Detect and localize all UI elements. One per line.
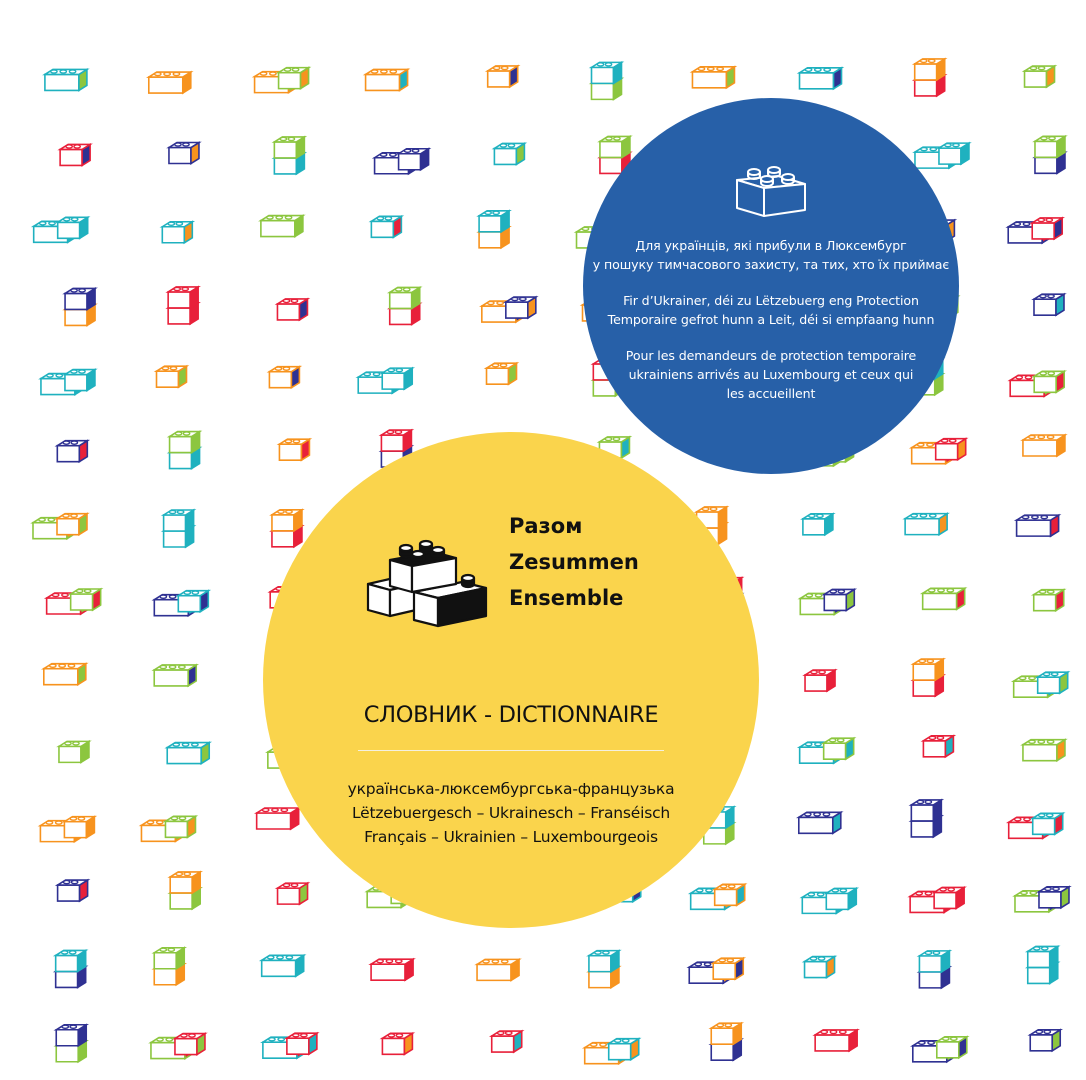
languages-list <box>263 777 759 849</box>
paragraph-ua-line: Для українців, які прибули в Люксембург <box>635 238 907 253</box>
lego-brick-icon <box>713 958 743 979</box>
paragraph-ua-line: у пошуку тимчасового захисту, та тих, хто їх приймає <box>592 257 950 272</box>
paragraph-lb-line: Temporaire gefrot hunn a Leit, déi si empfaang hunn <box>607 312 935 327</box>
lego-brick-icon <box>149 72 191 93</box>
lego-brick-icon <box>382 1033 412 1054</box>
lego-brick-icon <box>164 510 194 531</box>
lego-brick-icon <box>261 216 303 237</box>
lego-brick-icon <box>154 948 184 969</box>
lego-brick-icon <box>168 287 198 308</box>
paragraph-luxembourgish <box>583 291 959 329</box>
lego-brick-icon <box>277 299 307 320</box>
lego-brick-icon <box>287 1033 317 1054</box>
lego-brick-icon <box>732 158 810 220</box>
lego-brick-icon <box>59 741 89 762</box>
title-luxembourgish: Zesummen <box>509 550 639 574</box>
lego-brick-icon <box>64 817 94 838</box>
lego-brick-icon <box>1017 515 1059 536</box>
lego-brick-icon <box>923 736 953 757</box>
lego-brick-icon <box>1023 740 1065 761</box>
lego-brick-icon <box>477 959 519 980</box>
lego-brick-icon <box>57 514 87 535</box>
languages-luxembourgish: Lëtzebuergesch – Ukrainesch – Franséisch <box>351 804 671 822</box>
lego-brick-icon <box>937 1037 967 1058</box>
lego-brick-icon <box>1030 1030 1060 1051</box>
lego-brick-icon <box>175 1034 205 1055</box>
lego-brick-icon <box>589 951 619 972</box>
lego-brick-icon <box>1035 136 1065 157</box>
lego-brick-icon <box>272 510 302 531</box>
lego-brick-icon <box>600 136 630 157</box>
lego-brick-icon <box>488 66 518 87</box>
lego-brick-icon <box>390 287 420 308</box>
lego-brick-icon <box>1032 218 1062 239</box>
lego-brick-icon <box>157 366 187 387</box>
lego-brick-icon <box>1023 435 1065 456</box>
lego-brick-icon <box>826 888 856 909</box>
lego-brick-icon <box>492 1031 522 1052</box>
blue-info-circle <box>583 98 959 474</box>
lego-brick-icon <box>279 439 309 460</box>
lego-brick-icon <box>381 430 411 451</box>
lego-brick-icon <box>800 68 842 89</box>
lego-brick-icon <box>382 368 412 389</box>
lego-brick-icon <box>278 883 308 904</box>
lego-brick-icon <box>1038 672 1068 693</box>
lego-brick-icon <box>269 367 299 388</box>
lego-brick-icon <box>60 144 90 165</box>
lego-brick-icon <box>57 441 87 462</box>
lego-brick-icon <box>170 432 200 453</box>
yellow-title-circle <box>263 432 759 928</box>
lego-brick-icon <box>1033 813 1063 834</box>
lego-brick-icon <box>1025 66 1055 87</box>
lego-brick-icon <box>162 222 192 243</box>
lego-brick-icon <box>1034 590 1064 611</box>
lego-brick-icon <box>506 297 536 318</box>
lego-brick-icon <box>154 665 196 686</box>
lego-brick-stack-icon <box>364 522 492 634</box>
lego-brick-icon <box>1034 294 1064 315</box>
lego-brick-icon <box>371 216 401 237</box>
lego-brick-icon <box>65 370 95 391</box>
lego-brick-icon <box>58 217 88 238</box>
paragraph-french <box>583 346 959 403</box>
lego-brick-icon <box>487 363 517 384</box>
lego-brick-icon <box>45 69 87 90</box>
lego-brick-icon <box>366 69 408 90</box>
lego-brick-icon <box>56 1025 86 1046</box>
lego-brick-icon <box>919 951 949 972</box>
lego-brick-icon <box>815 1030 857 1051</box>
lego-brick-icon <box>262 955 304 976</box>
lego-brick-icon <box>799 812 841 833</box>
lego-brick-icon <box>805 670 835 691</box>
title-block <box>509 508 639 616</box>
lego-brick-icon <box>923 588 965 609</box>
lego-brick-icon <box>165 816 195 837</box>
lego-brick-icon <box>824 738 854 759</box>
lego-brick-icon <box>169 143 199 164</box>
paragraph-fr-line: Pour les demandeurs de protection temporaire <box>625 348 917 363</box>
lego-brick-icon <box>711 1023 741 1044</box>
lego-brick-icon <box>911 800 941 821</box>
lego-brick-icon <box>71 589 101 610</box>
lego-brick-icon <box>65 288 95 309</box>
lego-brick-icon <box>1028 946 1058 967</box>
lego-brick-icon <box>170 872 200 893</box>
lego-brick-icon <box>56 950 86 971</box>
languages-french: Français – Ukrainien – Luxembourgeois <box>364 828 658 846</box>
lego-brick-icon <box>274 137 304 158</box>
paragraph-ukrainian <box>583 236 959 274</box>
lego-brick-icon <box>939 143 969 164</box>
lego-brick-icon <box>178 591 208 612</box>
lego-brick-icon <box>399 149 429 170</box>
lego-brick-icon <box>479 211 509 232</box>
lego-brick-icon <box>1039 887 1069 908</box>
paragraph-fr-line: les accueillent <box>726 386 816 401</box>
languages-ukrainian: українська-люксембургська-французька <box>347 780 675 798</box>
lego-brick-icon <box>692 67 734 88</box>
lego-brick-icon <box>371 959 413 980</box>
lego-brick-icon <box>167 743 209 764</box>
title-ukrainian: Разом <box>509 514 583 538</box>
lego-brick-icon <box>824 589 854 610</box>
lego-brick-icon <box>279 68 309 89</box>
lego-brick-icon <box>592 62 622 83</box>
lego-brick-icon <box>934 887 964 908</box>
paragraph-lb-line: Fir d’Ukrainer, déi zu Lëtzebuerg eng Protection <box>623 293 919 308</box>
lego-brick-icon <box>805 957 835 978</box>
lego-brick-icon <box>913 659 943 680</box>
lego-brick-icon <box>58 880 88 901</box>
lego-brick-icon <box>915 59 945 80</box>
lego-brick-icon <box>44 664 86 685</box>
lego-brick-icon <box>1034 371 1064 392</box>
title-french: Ensemble <box>509 586 624 610</box>
divider <box>358 750 664 751</box>
lego-brick-icon <box>803 514 833 535</box>
lego-brick-icon <box>609 1039 639 1060</box>
dictionary-title: СЛОВНИК - DICTIONNAIRE <box>363 702 659 728</box>
lego-brick-icon <box>936 439 966 460</box>
lego-brick-icon <box>715 884 745 905</box>
lego-brick-icon <box>905 514 947 535</box>
paragraph-fr-line: ukrainiens arrivés au Luxembourg et ceux qui <box>628 367 914 382</box>
lego-brick-icon <box>494 143 524 164</box>
